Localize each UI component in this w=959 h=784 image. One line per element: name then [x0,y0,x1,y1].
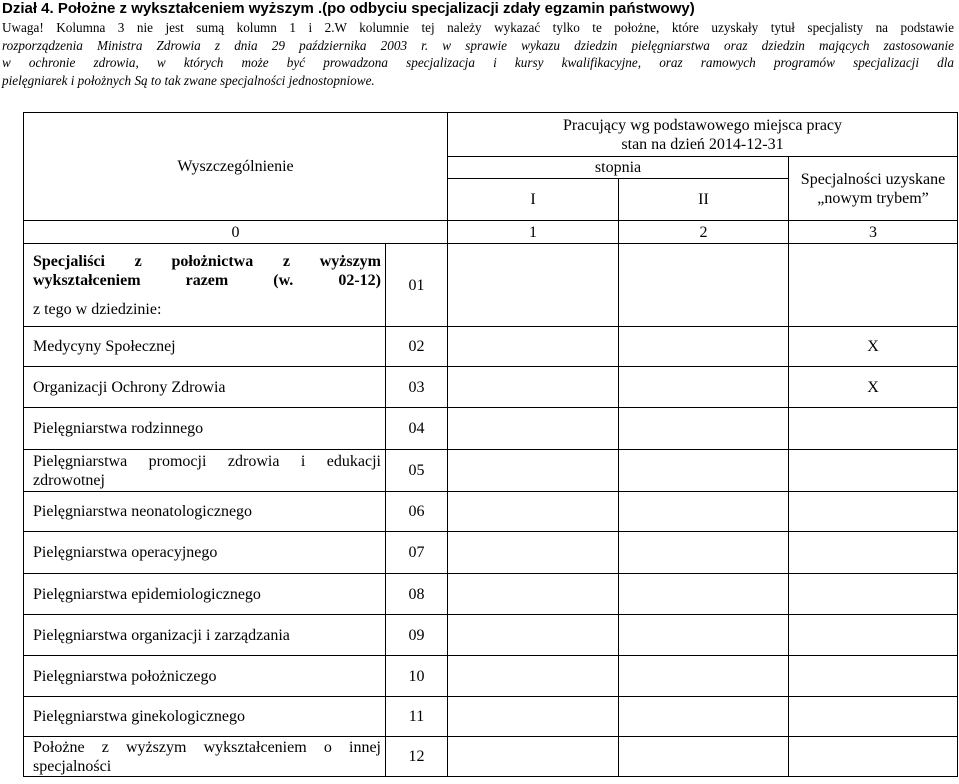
cell-col2 [619,408,789,450]
row-label: Położne z wyższym wykształceniem o innej specjalności [24,737,386,777]
column-number-1: 1 [448,221,619,244]
row-code: 05 [386,450,448,492]
table-row [24,574,958,615]
header-group-line-1: Pracujący wg podstawowego miejsca pracy [563,116,843,134]
row-code: 01 [386,244,448,327]
cell-col1 [448,408,619,450]
cell-col3 [789,697,958,737]
row-label: Pielęgniarstwa operacyjnego [24,532,386,574]
cell-col1 [448,327,619,367]
cell-col3 [789,492,958,532]
cell-col2 [619,574,789,615]
column-number-0: 0 [24,221,448,244]
cell-col3 [789,408,958,450]
cell-col3 [789,574,958,615]
row-label: Medycyny Społecznej [24,327,386,367]
row-label: Pielęgniarstwa położniczego [24,656,386,697]
row-label-sub: z tego w dziedzinie: [33,300,162,318]
cell-col3: X [789,367,958,408]
row-label: Pielęgniarstwa ginekologicznego [24,697,386,737]
note-line-4: pielęgniarek i położnych Są to tak zwane specjalności jednostopniowe. [2,72,375,88]
header-stopnia: stopnia [448,157,789,179]
cell-col2 [619,450,789,492]
header-col-II: II [619,179,789,221]
row-code: 03 [386,367,448,408]
row-code: 06 [386,492,448,532]
cell-col1 [448,244,619,327]
cell-col3 [789,532,958,574]
cell-col1 [448,574,619,615]
row-label-01 [24,244,386,327]
cell-col1 [448,697,619,737]
cell-col1 [448,656,619,697]
cell-col1 [448,615,619,656]
cell-col3 [789,244,958,327]
cell-col2 [619,327,789,367]
row-label: Pielęgniarstwa organizacji i zarządzania [24,615,386,656]
cell-col2 [619,244,789,327]
row-code: 04 [386,408,448,450]
cell-col1 [448,492,619,532]
section-title: Dział 4. Położne z wykształceniem wyższym .(po odbyciu specjalizacji zdały egzamin państwowy) [2,0,695,17]
cell-col3 [789,656,958,697]
cell-col2 [619,615,789,656]
cell-col1 [448,450,619,492]
row-code: 08 [386,574,448,615]
row-label: Pielęgniarstwa rodzinnego [24,408,386,450]
table-row [24,697,958,737]
cell-col1 [448,367,619,408]
row-code: 09 [386,615,448,656]
cell-col2 [619,737,789,777]
table-row [24,532,958,574]
table-row [24,656,958,697]
cell-col3 [789,737,958,777]
table-row [24,367,958,408]
cell-col3: X [789,327,958,367]
row-label: Organizacji Ochrony Zdrowia [24,367,386,408]
row-label: Pielęgniarstwa neonatologicznego [24,492,386,532]
note-line-1: Uwaga! Kolumna 3 nie jest sumą kolumn 1 i 2.W kolumnie tej należy wykazać tylko te położne, które uzyskały tytuł specjalisty na podstawie [2,20,954,35]
table-row [24,244,958,327]
data-table [23,112,958,777]
table-row [24,450,958,492]
row-code: 12 [386,737,448,777]
table-row [24,327,958,367]
cell-col2 [619,367,789,408]
header-specjalnosci: Specjalności uzyskane „nowym trybem” [789,157,958,221]
column-number-3: 3 [789,221,958,244]
note-line-3: w ochronie zdrowia, w których może być prowadzona specjalizacja i kursy kwalifikacyjne, oraz ramowych programów specjalizacji dla [2,55,954,70]
row-code: 10 [386,656,448,697]
cell-col2 [619,697,789,737]
header-group-line-2: stan na dzień 2014-12-31 [621,135,784,153]
table-row [24,615,958,656]
cell-col2 [619,492,789,532]
table-row [24,408,958,450]
cell-col3 [789,450,958,492]
row-label: Pielęgniarstwa epidemiologicznego [24,574,386,615]
table-row [24,492,958,532]
cell-col1 [448,532,619,574]
cell-col2 [619,532,789,574]
cell-col1 [448,737,619,777]
row-code: 02 [386,327,448,367]
row-label-main: Specjaliści z położnictwa z wyższym wykształceniem razem (w. 02-12) [33,252,381,289]
header-group [448,113,958,157]
note-paragraph [2,19,954,89]
header-wyszczegolnienie: Wyszczególnienie [24,113,448,221]
row-code: 11 [386,697,448,737]
cell-col3 [789,615,958,656]
table-row [24,737,958,777]
column-number-2: 2 [619,221,789,244]
note-line-2: rozporządzenia Ministra Zdrowia z dnia 29 października 2003 r. w sprawie wykazu dziedzin pielęgniarstwa oraz dziedzin mających zastosowanie [2,37,954,53]
row-code: 07 [386,532,448,574]
header-col-I: I [448,179,619,221]
cell-col2 [619,656,789,697]
row-label: Pielęgniarstwa promocji zdrowia i edukacji zdrowotnej [24,450,386,492]
